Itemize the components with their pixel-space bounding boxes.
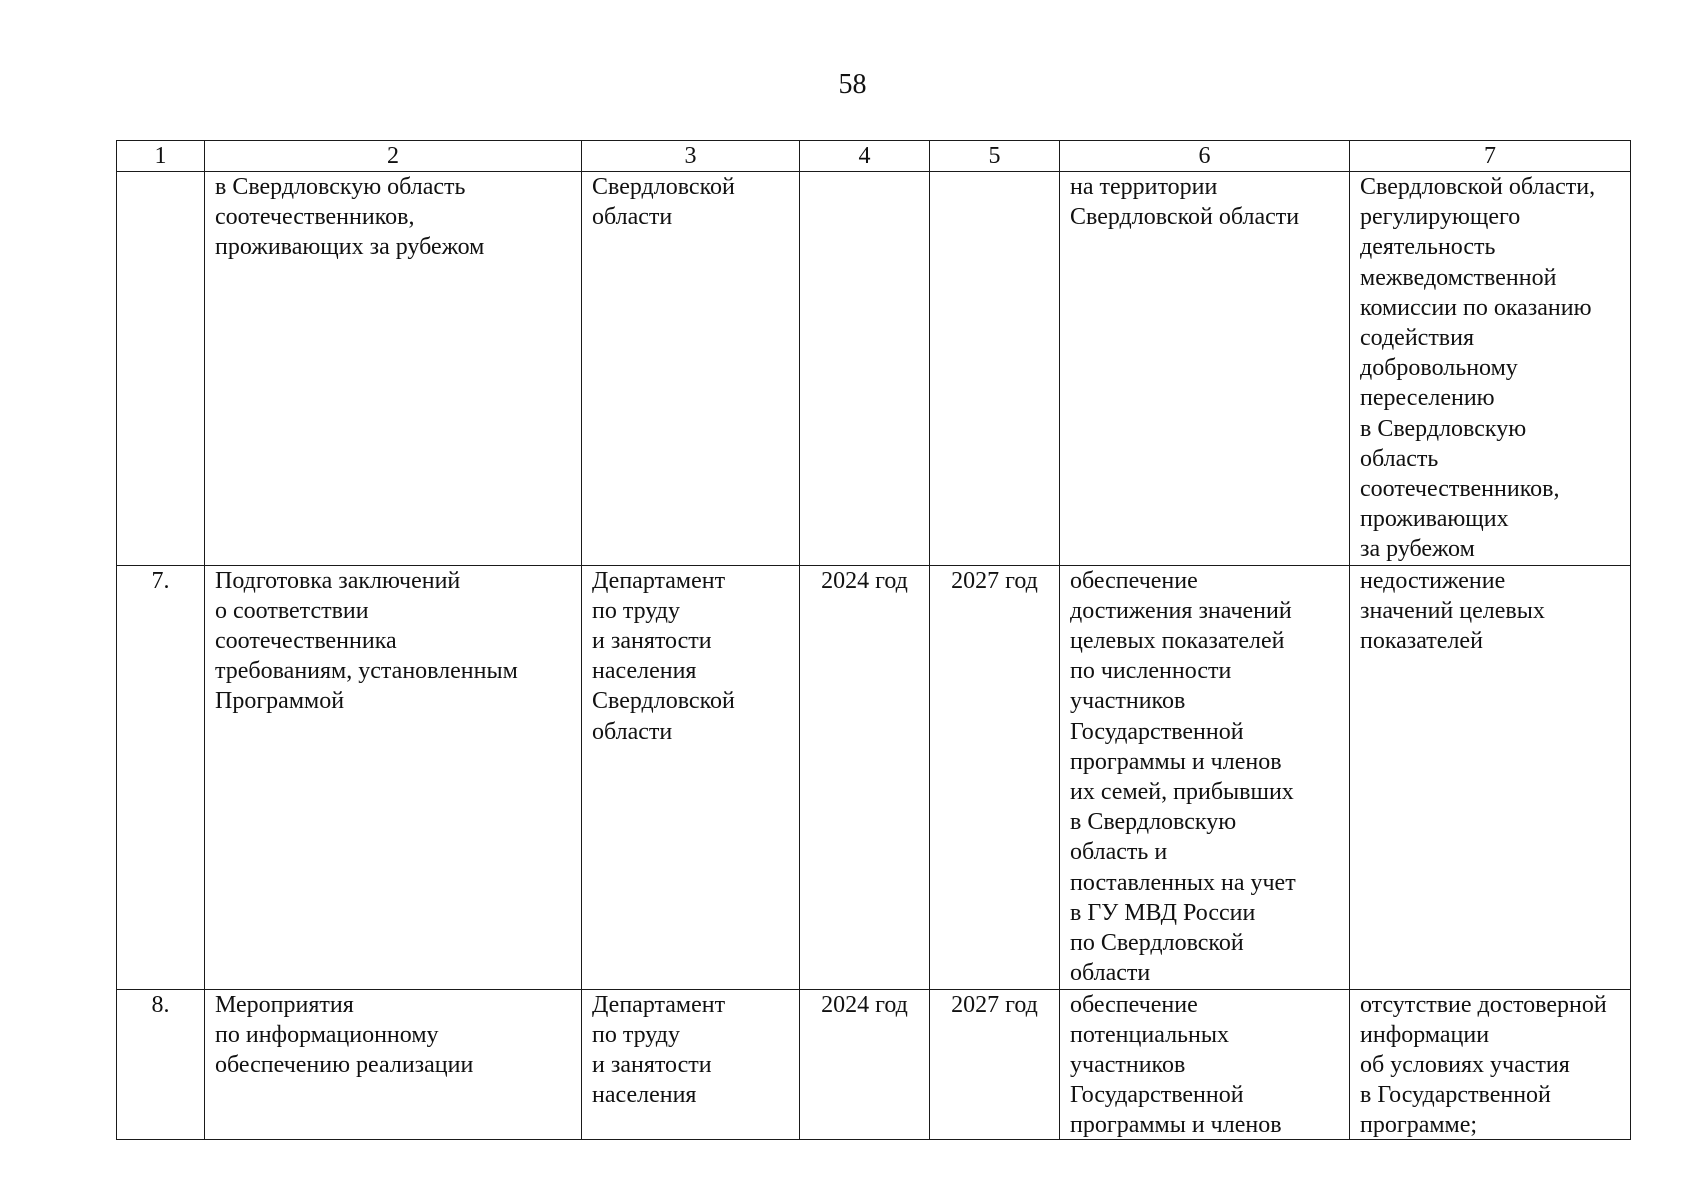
measure-name: в Свердловскую область соотечественников, проживающих за рубежом (205, 172, 582, 566)
page-number: 58 (838, 69, 867, 100)
executor: Свердловской области (582, 172, 800, 566)
column-header-4: 4 (800, 141, 930, 172)
measure-name: Мероприятия по информационному обеспечению реализации (205, 989, 582, 1139)
consequences: отсутствие достоверной информации об условиях участия в Государственной программе; (1360, 991, 1607, 1139)
consequences: недостижение значений целевых показателей (1350, 565, 1631, 989)
column-header-3: 3 (582, 141, 800, 172)
consequences-cell (1350, 989, 1631, 1139)
column-header-5: 5 (930, 141, 1060, 172)
table-row-continuation (117, 172, 1631, 566)
measure-name: Подготовка заключений о соответствии соотечественника требованиям, установленным Программой (205, 565, 582, 989)
end-year (930, 172, 1060, 566)
column-header-1: 1 (117, 141, 205, 172)
start-year (800, 172, 930, 566)
column-header-7: 7 (1350, 141, 1631, 172)
column-header-2: 2 (205, 141, 582, 172)
header-row (117, 141, 1631, 172)
executor: Департамент по труду и занятости населения Свердловской области (582, 565, 800, 989)
start-year: 2024 год (800, 565, 930, 989)
row-number (117, 172, 205, 566)
start-year: 2024 год (800, 989, 930, 1139)
measures-table (116, 140, 1631, 1140)
column-header-6: 6 (1060, 141, 1350, 172)
row-number: 8. (117, 989, 205, 1139)
expected-result: обеспечение достижения значений целевых показателей по численности участников Государственной программы и членов их семей, прибывших в Свердловскую область и поставленных на учет в ГУ МВД России по Свердловской области (1060, 565, 1350, 989)
expected-result-cell (1060, 989, 1350, 1139)
expected-result: обеспечение потенциальных участников Государственной программы и членов (1070, 991, 1282, 1139)
row-number: 7. (117, 565, 205, 989)
table-row-7 (117, 565, 1631, 989)
table-row-8 (117, 989, 1631, 1139)
expected-result: на территории Свердловской области (1060, 172, 1350, 566)
consequences: Свердловской области, регулирующего деятельность межведомственной комиссии по оказанию содействия добровольному переселению в Свердловскую область соотечественников, проживающих за рубежом (1350, 172, 1631, 566)
end-year: 2027 год (930, 989, 1060, 1139)
executor: Департамент по труду и занятости населения (582, 989, 800, 1139)
end-year: 2027 год (930, 565, 1060, 989)
